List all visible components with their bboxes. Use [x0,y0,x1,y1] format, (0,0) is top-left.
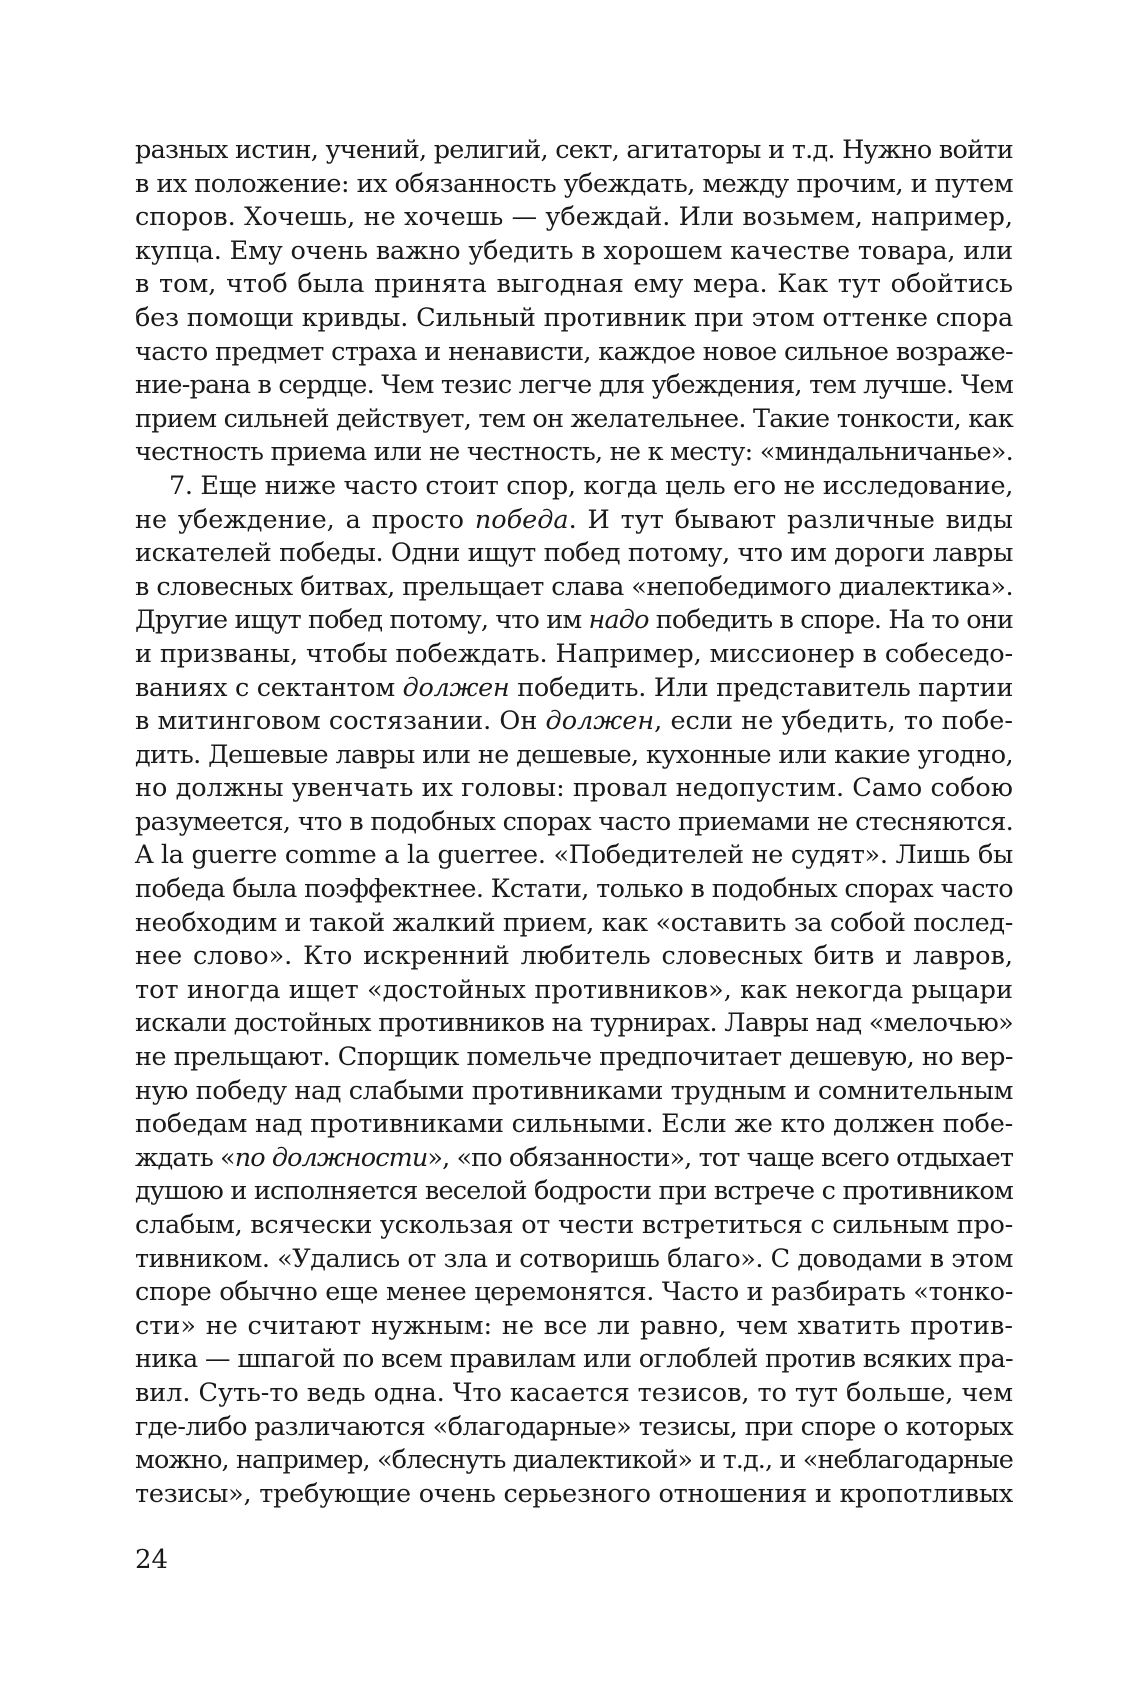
text-segment: ние-рана в сердце. Чем тезис легче для убеждения, тем лучше. Чем [135,370,1013,401]
text-line [135,1075,1013,1109]
text-segment: сти» не считают нужным: не все ли равно, чем хватить против- [135,1310,1013,1341]
text-segment: победа была поэффектнее. Кстати, только в подобных спорах часто [135,874,1013,905]
text-segment: искали достойных противников на турнирах. Лавры над «мелочью» [135,1008,1013,1039]
text-line [135,302,1013,336]
text-segment: разумеется, что в подобных спорах часто приемами не стесняются. [135,806,1013,837]
text-segment: дить. Дешевые лавры или не дешевые, кухонные или какие угодно, [135,739,1013,770]
text-segment: », «по обязанности», тот чаще всего отдыхает [427,1142,1014,1173]
text-segment: ную победу над слабыми противниками трудным и сомнительным [135,1075,1013,1106]
text-segment: ваниях с сектантом [135,672,403,703]
text-segment: искателей победы. Одни ищут побед потому, что им дороги лавры [135,538,1013,569]
text-segment: A la guerre comme a la guerree. «Победителей не судят». Лишь бы [135,840,1013,871]
text-line [135,672,1013,706]
text-line [135,1444,1013,1478]
text-line [135,1310,1013,1344]
text-line [135,940,1013,974]
text-line [135,235,1013,269]
text-line [135,436,1013,470]
text-segment: прием сильней действует, тем он желательнее. Такие тонкости, как [135,403,1013,434]
text-segment: разных истин, учений, религий, сект, агитаторы и т.д. Нужно войти [135,135,1013,165]
text-segment: нее слово». Кто искренний любитель словесных битв и лавров, [135,941,1013,972]
text-segment: где-либо различаются «благодарные» тезисы, при споре о которых [135,1411,1013,1442]
text-line [135,168,1013,202]
text-line [135,1175,1013,1209]
text-line [135,638,1013,672]
text-segment: победить. Или представитель партии [509,672,1014,703]
text-line [135,470,1013,504]
text-segment: в митинговом состязании. Он [135,706,546,737]
text-line [135,134,1013,168]
italic-text: по должности [234,1142,428,1173]
italic-text: надо [588,605,649,636]
text-line [135,1411,1013,1445]
text-segment: ника — шпагой по всем правилам или оглоблей против всяких пра- [135,1344,1013,1375]
text-line [135,1343,1013,1377]
text-segment: не прельщают. Спорщик помельче предпочитает дешевую, но вер- [135,1042,1013,1073]
text-line [135,403,1013,437]
text-segment: споров. Хочешь, не хочешь — убеждай. Или возьмем, например, [135,202,1013,233]
text-line [135,1377,1013,1411]
text-line [135,504,1013,538]
body-text [135,134,1013,1511]
text-segment: в том, чтоб была принята выгодная ему мера. Как тут обойтись [135,269,1013,300]
text-segment: в их положение: их обязанность убеждать, между прочим, и путем [135,168,1013,199]
text-segment: тезисы», требующие очень серьезного отношения и кропотливых [135,1478,1013,1509]
text-line [135,1007,1013,1041]
text-line [135,974,1013,1008]
text-line [135,336,1013,370]
text-line [135,604,1013,638]
text-line [135,1041,1013,1075]
text-segment: , если не убедить, то побе- [654,706,1013,737]
text-segment: вил. Суть-то ведь одна. Что касается тезисов, то тут больше, чем [135,1377,1013,1408]
text-line [135,907,1013,941]
text-line [135,806,1013,840]
text-line [135,739,1013,773]
text-line [135,705,1013,739]
text-segment: не убеждение, а просто [135,504,475,535]
text-segment: необходим и такой жалкий прием, как «оставить за собой послед- [135,907,1013,938]
text-line [135,839,1013,873]
text-segment: споре обычно еще менее церемонятся. Часто и разбирать «тонко- [135,1277,1013,1308]
text-segment: слабым, всячески ускользая от чести встретиться с сильным про- [135,1210,1013,1240]
text-segment: тивником. «Удались от зла и сотворишь благо». С доводами в этом [135,1243,1013,1274]
text-line [135,537,1013,571]
text-segment: 7. Еще ниже часто стоит спор, когда цель его не исследование, [169,470,1013,501]
text-line [135,1243,1013,1277]
text-segment: и призваны, чтобы побеждать. Например, миссионер в собеседо- [135,638,1013,669]
text-segment: ждать « [135,1142,235,1173]
text-line [135,1142,1013,1176]
text-segment: честность приема или не честность, не к месту: «миндальничанье». [135,437,1013,468]
text-segment: можно, например, «блеснуть диалектикой» и т.д., и «неблагодарные [135,1445,1013,1476]
italic-text: должен [402,672,510,703]
text-line [135,369,1013,403]
text-line [135,201,1013,235]
text-line [135,1276,1013,1310]
text-line [135,1209,1013,1243]
text-line [135,873,1013,907]
text-segment: в словесных битвах, прельщает слава «непобедимого диалектика». [135,571,1013,602]
text-segment: без помощи кривды. Сильный противник при этом оттенке спора [135,302,1013,333]
text-segment: победить в споре. На то они [648,605,1013,636]
text-line [135,268,1013,302]
text-segment: тот иногда ищет «достойных противников», как некогда рыцари [135,974,1013,1005]
italic-text: должен [545,706,655,737]
italic-text: победа [474,504,569,535]
text-line [135,571,1013,605]
text-segment: душою и исполняется веселой бодрости при встрече с противником [135,1176,1013,1207]
text-segment: купца. Ему очень важно убедить в хорошем качестве товара, или [135,235,1013,266]
text-segment: но должны увенчать их головы: провал недопустим. Само собою [135,773,1013,804]
page-number: 24 [135,1545,169,1575]
text-segment: . И тут бывают различные виды [568,504,1013,535]
text-line [135,772,1013,806]
text-line [135,1108,1013,1142]
text-segment: победам над противниками сильными. Если же кто должен побе- [135,1109,1013,1140]
text-segment: часто предмет страха и ненависти, каждое новое сильное возраже- [135,336,1013,367]
text-segment: Другие ищут побед потому, что им [135,605,589,636]
text-line [135,1478,1013,1512]
